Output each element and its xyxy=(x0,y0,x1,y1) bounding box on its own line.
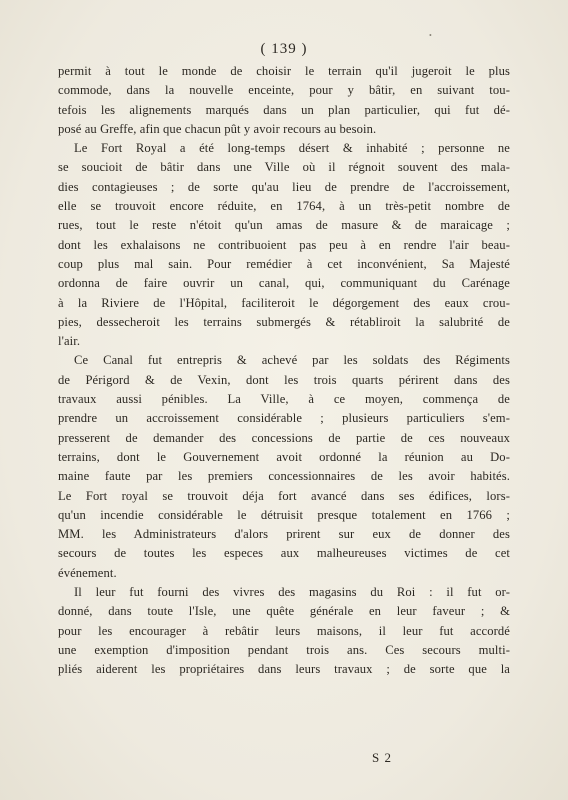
text-line: dont les exhalaisons ne contribuoient pas peu à en rendre l'air beau- xyxy=(58,237,510,252)
text-line: MM. les Administrateurs d'alors prirent sur eux de donner des xyxy=(58,527,510,542)
signature-mark: S 2 xyxy=(372,750,392,765)
text-line: ordonna de faire ouvrir un canal, qui, communiquant du Carénage xyxy=(58,276,510,291)
page-number: ( 139 ) xyxy=(260,41,308,57)
text-line: presserent de demander des concessions de partie de ces nouveaux xyxy=(58,430,510,445)
text-line: pliés aiderent les propriétaires dans leurs travaux ; de sorte que la xyxy=(58,662,510,677)
paragraph xyxy=(58,62,510,139)
text-line: rues, tout le reste n'étoit qu'un amas de masure & de maraicage ; xyxy=(58,218,510,233)
text-line: de Périgord & de Vexin, dont les trois quarts périrent dans des xyxy=(58,372,510,387)
text-line: se soucioit de bâtir dans une Ville où il régnoit souvent des mala- xyxy=(58,160,510,175)
text-line: l'air. xyxy=(58,334,81,349)
text-line: prendre un accroissement considérable ; plusieurs particuliers s'em- xyxy=(58,411,510,426)
text-line: qu'un incendie considérable le détruisit presque totalement en 1766 ; xyxy=(58,507,510,522)
text-line: posé au Greffe, afin que chacun pût y avoir recours au besoin. xyxy=(58,121,377,136)
text-line: une exemption d'imposition pendant trois ans. Ces secours multi- xyxy=(58,642,510,657)
text-line: événement. xyxy=(58,565,117,580)
text-line: Le Fort Royal a été long-temps désert & inhabité ; personne ne xyxy=(74,141,510,156)
text-line: pour les encourager à rebâtir leurs maisons, il leur fut accordé xyxy=(58,623,510,638)
text-line: pies, dessecheroit les terrains submergés & rétabliroit la salubrité de xyxy=(58,314,510,329)
page-body xyxy=(58,62,510,680)
text-line: Ce Canal fut entrepris & achevé par les soldats des Régiments xyxy=(74,353,510,368)
text-line: secours de toutes les especes aux malheureuses victimes de cet xyxy=(58,546,510,561)
text-line: terrains, dont le Gouvernement avoit ordonné la réunion au Do- xyxy=(58,449,510,464)
text-line: maine faute par les premiers concessionnaires de les avoir habités. xyxy=(58,469,510,484)
text-line: permit à tout le monde de choisir le terrain qu'il jugeroit le plus xyxy=(58,64,510,78)
text-line: dies contagieuses ; de sorte qu'au lieu de prendre de l'accroissement, xyxy=(58,179,510,194)
text-line: donné, dans toute l'Isle, une quête générale en leur faveur ; & xyxy=(58,604,510,619)
paragraph xyxy=(58,583,510,679)
text-line: travaux aussi pénibles. La Ville, à ce moyen, commença de xyxy=(58,392,510,407)
text-line: Il leur fut fourni des vivres des magasins du Roi : il fut or- xyxy=(74,585,510,600)
text-line: Le Fort royal se trouvoit déja fort avancé dans ses édifices, lors- xyxy=(58,488,510,503)
text-line: à la Riviere de l'Hôpital, faciliteroit le dégorgement des eaux crou- xyxy=(58,295,510,310)
text-line: tefois les alignements marqués dans un plan particulier, qui fut dé- xyxy=(58,102,510,117)
paragraph xyxy=(58,139,510,351)
paragraph xyxy=(58,351,510,583)
text-line: coup plus mal sain. Pour remédier à cet inconvénient, Sa Majesté xyxy=(58,256,510,271)
corner-mark: • xyxy=(429,31,432,40)
text-line: elle se trouvoit encore réduite, en 1764, à un très-petit nombre de xyxy=(58,199,510,214)
text-line: commode, dans la nouvelle enceinte, pour y bâtir, en suivant tou- xyxy=(58,83,510,98)
